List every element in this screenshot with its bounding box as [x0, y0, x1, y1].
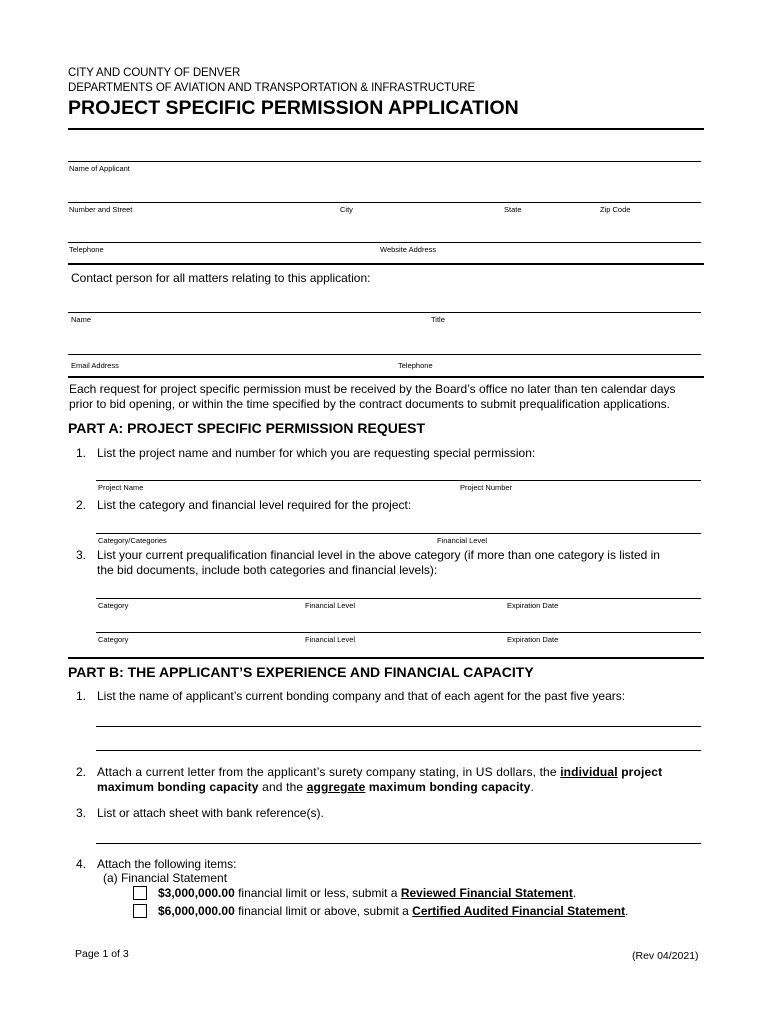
page-title: PROJECT SPECIFIC PERMISSION APPLICATION: [68, 97, 519, 119]
contact-divider: [68, 263, 704, 265]
departments-name: DEPARTMENTS OF AVIATION AND TRANSPORTATION & INFRASTRUCTURE: [68, 82, 476, 94]
contact-heading: Contact person for all matters relating to this application:: [71, 271, 371, 285]
part-a-item3-line-2: the bid documents, include both categories and financial levels):: [97, 563, 438, 577]
prequal-row-2-line[interactable]: [96, 632, 701, 633]
part-b-item1-number: 1.: [76, 689, 87, 703]
option-3m-checkbox[interactable]: [133, 886, 147, 900]
row1-expiration-label: Expiration Date: [507, 601, 559, 610]
bank-reference-line[interactable]: [96, 843, 701, 844]
part-a-heading: PART A: PROJECT SPECIFIC PERMISSION REQUEST: [68, 420, 426, 436]
category-level-line[interactable]: [96, 533, 701, 534]
part-b-item2-number: 2.: [76, 765, 87, 779]
agency-name: CITY AND COUNTY OF DENVER: [68, 67, 241, 79]
row2-expiration-label: Expiration Date: [507, 635, 559, 644]
zip-label: Zip Code: [600, 205, 631, 214]
part-b-item4-number: 4.: [76, 857, 87, 871]
part-b-item2-line-1: Attach a current letter from the applicant’s surety company stating, in US dollars, the individual project: [97, 765, 663, 779]
bonding-line-1[interactable]: [96, 726, 701, 727]
address-line[interactable]: [68, 202, 701, 203]
part-b-item3-text: List or attach sheet with bank reference(s).: [97, 806, 324, 820]
option-6m-checkbox[interactable]: [133, 904, 147, 918]
applicant-name-label: Name of Applicant: [69, 164, 130, 173]
intro-line-2: prior to bid opening, or within the time specified by the contract documents to submit prequalification applications.: [69, 397, 670, 411]
project-name-label: Project Name: [98, 483, 144, 492]
part-a-item2-text: List the category and financial level required for the project:: [97, 498, 412, 512]
part-a-item1-text: List the project name and number for which you are requesting special permission:: [97, 446, 536, 460]
bonding-line-2[interactable]: [96, 750, 701, 751]
phone-website-line[interactable]: [68, 242, 701, 243]
page-number: Page 1 of 3: [75, 948, 129, 960]
title-divider: [68, 128, 704, 130]
part-b-item1-text: List the name of applicant’s current bonding company and that of each agent for the past five years:: [97, 689, 626, 703]
category-label: Category/Categories: [98, 536, 167, 545]
part-b-heading: PART B: THE APPLICANT’S EXPERIENCE AND FINANCIAL CAPACITY: [68, 664, 534, 680]
project-line[interactable]: [96, 480, 701, 481]
street-label: Number and Street: [69, 205, 133, 214]
row2-category-label: Category: [98, 635, 129, 644]
intro-divider: [68, 376, 704, 378]
project-number-label: Project Number: [460, 483, 513, 492]
contact-email-label: Email Address: [71, 361, 119, 370]
row1-financial-label: Financial Level: [305, 601, 356, 610]
applicant-name-line[interactable]: [68, 161, 701, 162]
part-a-item2-number: 2.: [76, 498, 87, 512]
part-b-item4-text: Attach the following items:: [97, 857, 237, 871]
revision-date: (Rev 04/2021): [632, 950, 699, 962]
row1-category-label: Category: [98, 601, 129, 610]
contact-telephone-label: Telephone: [398, 361, 433, 370]
contact-title-label: Title: [431, 315, 445, 324]
row2-financial-label: Financial Level: [305, 635, 356, 644]
prequal-row-1-line[interactable]: [96, 598, 701, 599]
part-b-item2-line-2: maximum bonding capacity and the aggregate maximum bonding capacity.: [97, 780, 535, 794]
contact-name-line[interactable]: [68, 312, 701, 313]
applicant-telephone-label: Telephone: [69, 245, 104, 254]
financial-level-label: Financial Level: [437, 536, 488, 545]
contact-email-line[interactable]: [68, 354, 701, 355]
contact-name-label: Name: [71, 315, 92, 324]
part-b-item3-number: 3.: [76, 806, 87, 820]
part-a-item3-line-1: List your current prequalification financial level in the above category (if more than one category is listed in: [97, 548, 660, 562]
intro-line-1: Each request for project specific permission must be received by the Board’s office no later than ten calendar days: [69, 382, 676, 396]
part-b-divider: [68, 657, 704, 659]
option-6m-text: $6,000,000.00 financial limit or above, submit a Certified Audited Financial Statement.: [158, 904, 629, 918]
state-label: State: [504, 205, 522, 214]
option-3m-text: $3,000,000.00 financial limit or less, submit a Reviewed Financial Statement.: [158, 886, 577, 900]
part-a-item1-number: 1.: [76, 446, 87, 460]
financial-statement-label: (a) Financial Statement: [103, 871, 228, 885]
website-label: Website Address: [380, 245, 437, 254]
city-label: City: [340, 205, 353, 214]
part-a-item3-number: 3.: [76, 548, 87, 562]
